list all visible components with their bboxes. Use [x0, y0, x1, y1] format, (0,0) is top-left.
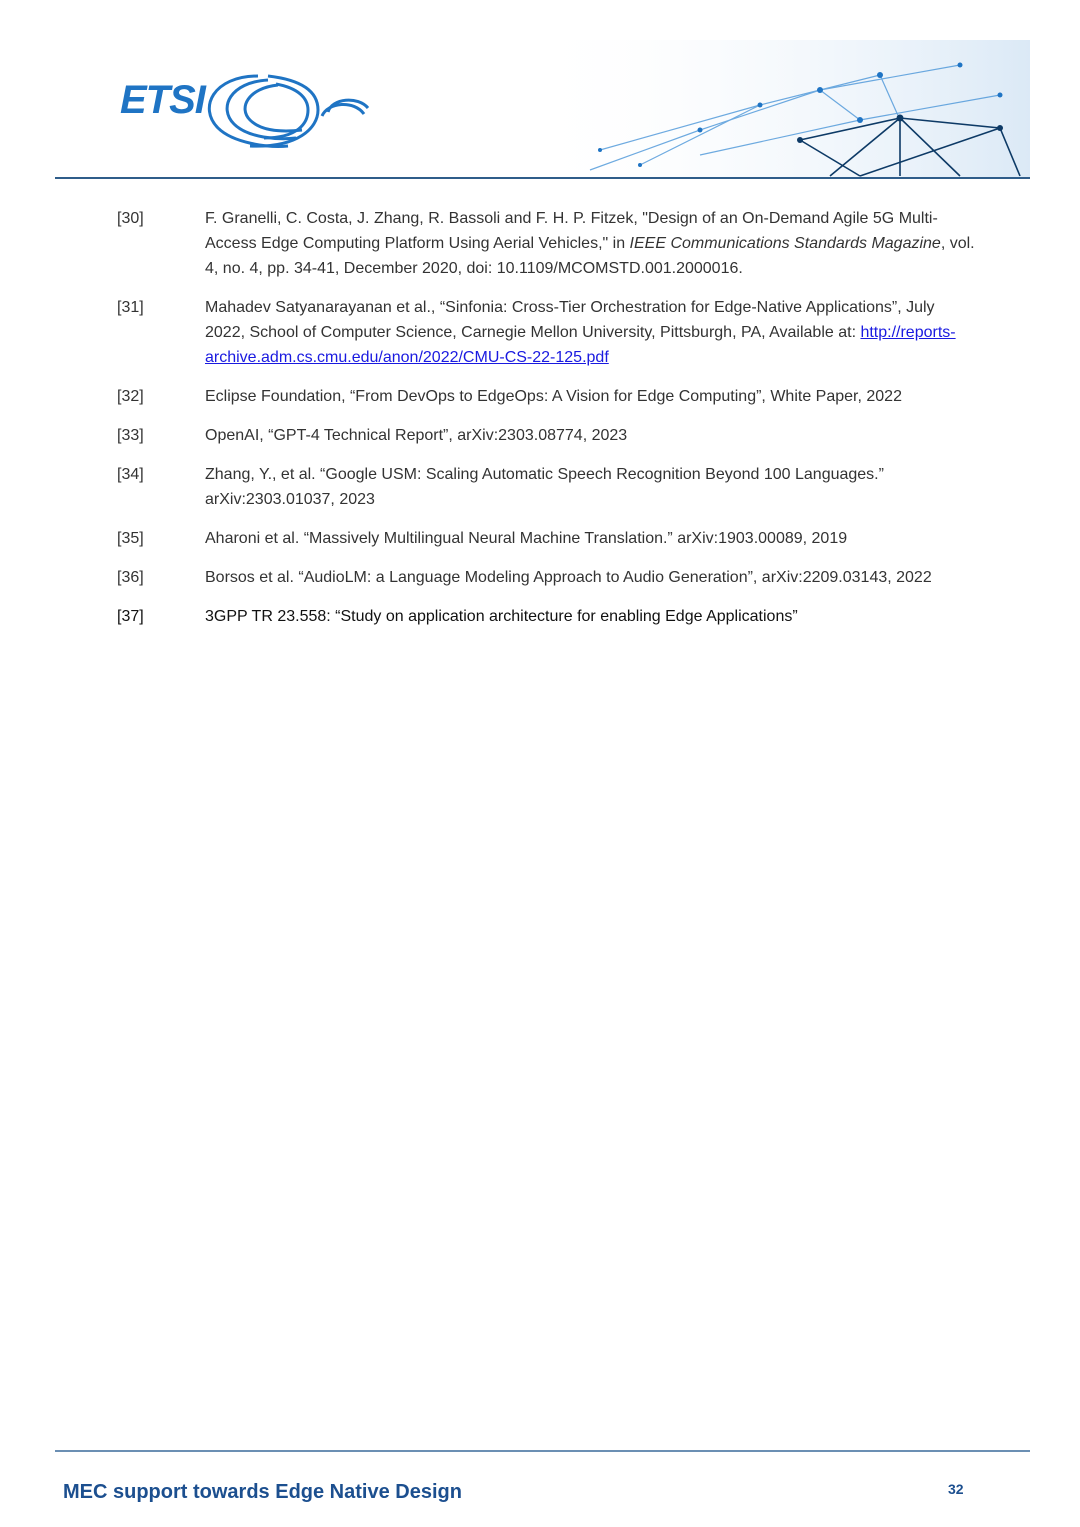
etsi-wave-icon — [118, 68, 378, 158]
reference-item — [0, 462, 1080, 512]
page-header — [0, 0, 1080, 190]
reference-item — [0, 604, 1080, 629]
reference-number: [32] — [117, 388, 144, 405]
reference-number: [33] — [117, 427, 144, 444]
reference-item — [0, 565, 1080, 590]
reference-number: [36] — [117, 569, 144, 586]
footer-divider — [55, 1450, 1030, 1452]
reference-number: [35] — [117, 530, 144, 547]
reference-text: 3GPP TR 23.558: “Study on application architecture for enabling Edge Applications” — [205, 608, 798, 625]
header-divider — [55, 177, 1030, 179]
reference-text-part: , vol. 4, no. 4, pp. 34-41, December 2020, doi: 10.1109/MCOMSTD.001.2000016. — [205, 235, 975, 277]
reference-text-part: F. Granelli, C. Costa, J. Zhang, R. Bassoli and F. H. P. Fitzek, "Design of an On-Demand Agile 5G Multi-Access Edge Computing Platform Using Aerial Vehicles," in — [205, 210, 938, 252]
reference-number: [30] — [117, 210, 144, 227]
footer-title: MEC support towards Edge Native Design — [63, 1481, 462, 1503]
reference-item — [0, 295, 1080, 370]
reference-text: Aharoni et al. “Massively Multilingual Neural Machine Translation.” arXiv:1903.00089, 2019 — [205, 530, 848, 547]
reference-text: Zhang, Y., et al. “Google USM: Scaling Automatic Speech Recognition Beyond 100 Languages.” arXiv:2303.01037, 2023 — [205, 466, 884, 508]
etsi-logo — [118, 68, 378, 158]
page-number: 32 — [948, 1481, 964, 1497]
reference-link[interactable]: http://reports-archive.adm.cs.cmu.edu/anon/2022/CMU-CS-22-125.pdf — [205, 324, 956, 366]
reference-number: [31] — [117, 299, 144, 316]
reference-item — [0, 423, 1080, 448]
reference-text: Borsos et al. “AudioLM: a Language Modeling Approach to Audio Generation”, arXiv:2209.03143, 2022 — [205, 569, 932, 586]
reference-text-part: Mahadev Satyanarayanan et al., “Sinfonia: Cross-Tier Orchestration for Edge-Native Applications”, July 2022, School of Computer Science, Carnegie Mellon University, Pittsburgh, PA, Available at: — [205, 299, 935, 341]
reference-item — [0, 384, 1080, 409]
reference-text: Eclipse Foundation, “From DevOps to EdgeOps: A Vision for Edge Computing”, White Paper, 2022 — [205, 388, 902, 405]
journal-title: IEEE Communications Standards Magazine — [629, 235, 941, 252]
reference-item — [0, 526, 1080, 551]
reference-item — [0, 206, 1080, 281]
logo-text: ETSI — [120, 78, 205, 122]
reference-text: OpenAI, “GPT-4 Technical Report”, arXiv:2303.08774, 2023 — [205, 427, 628, 444]
references-list — [0, 206, 1080, 643]
reference-text — [205, 295, 975, 370]
reference-number: [34] — [117, 466, 144, 483]
reference-number: [37] — [117, 608, 144, 625]
reference-text — [205, 206, 975, 281]
